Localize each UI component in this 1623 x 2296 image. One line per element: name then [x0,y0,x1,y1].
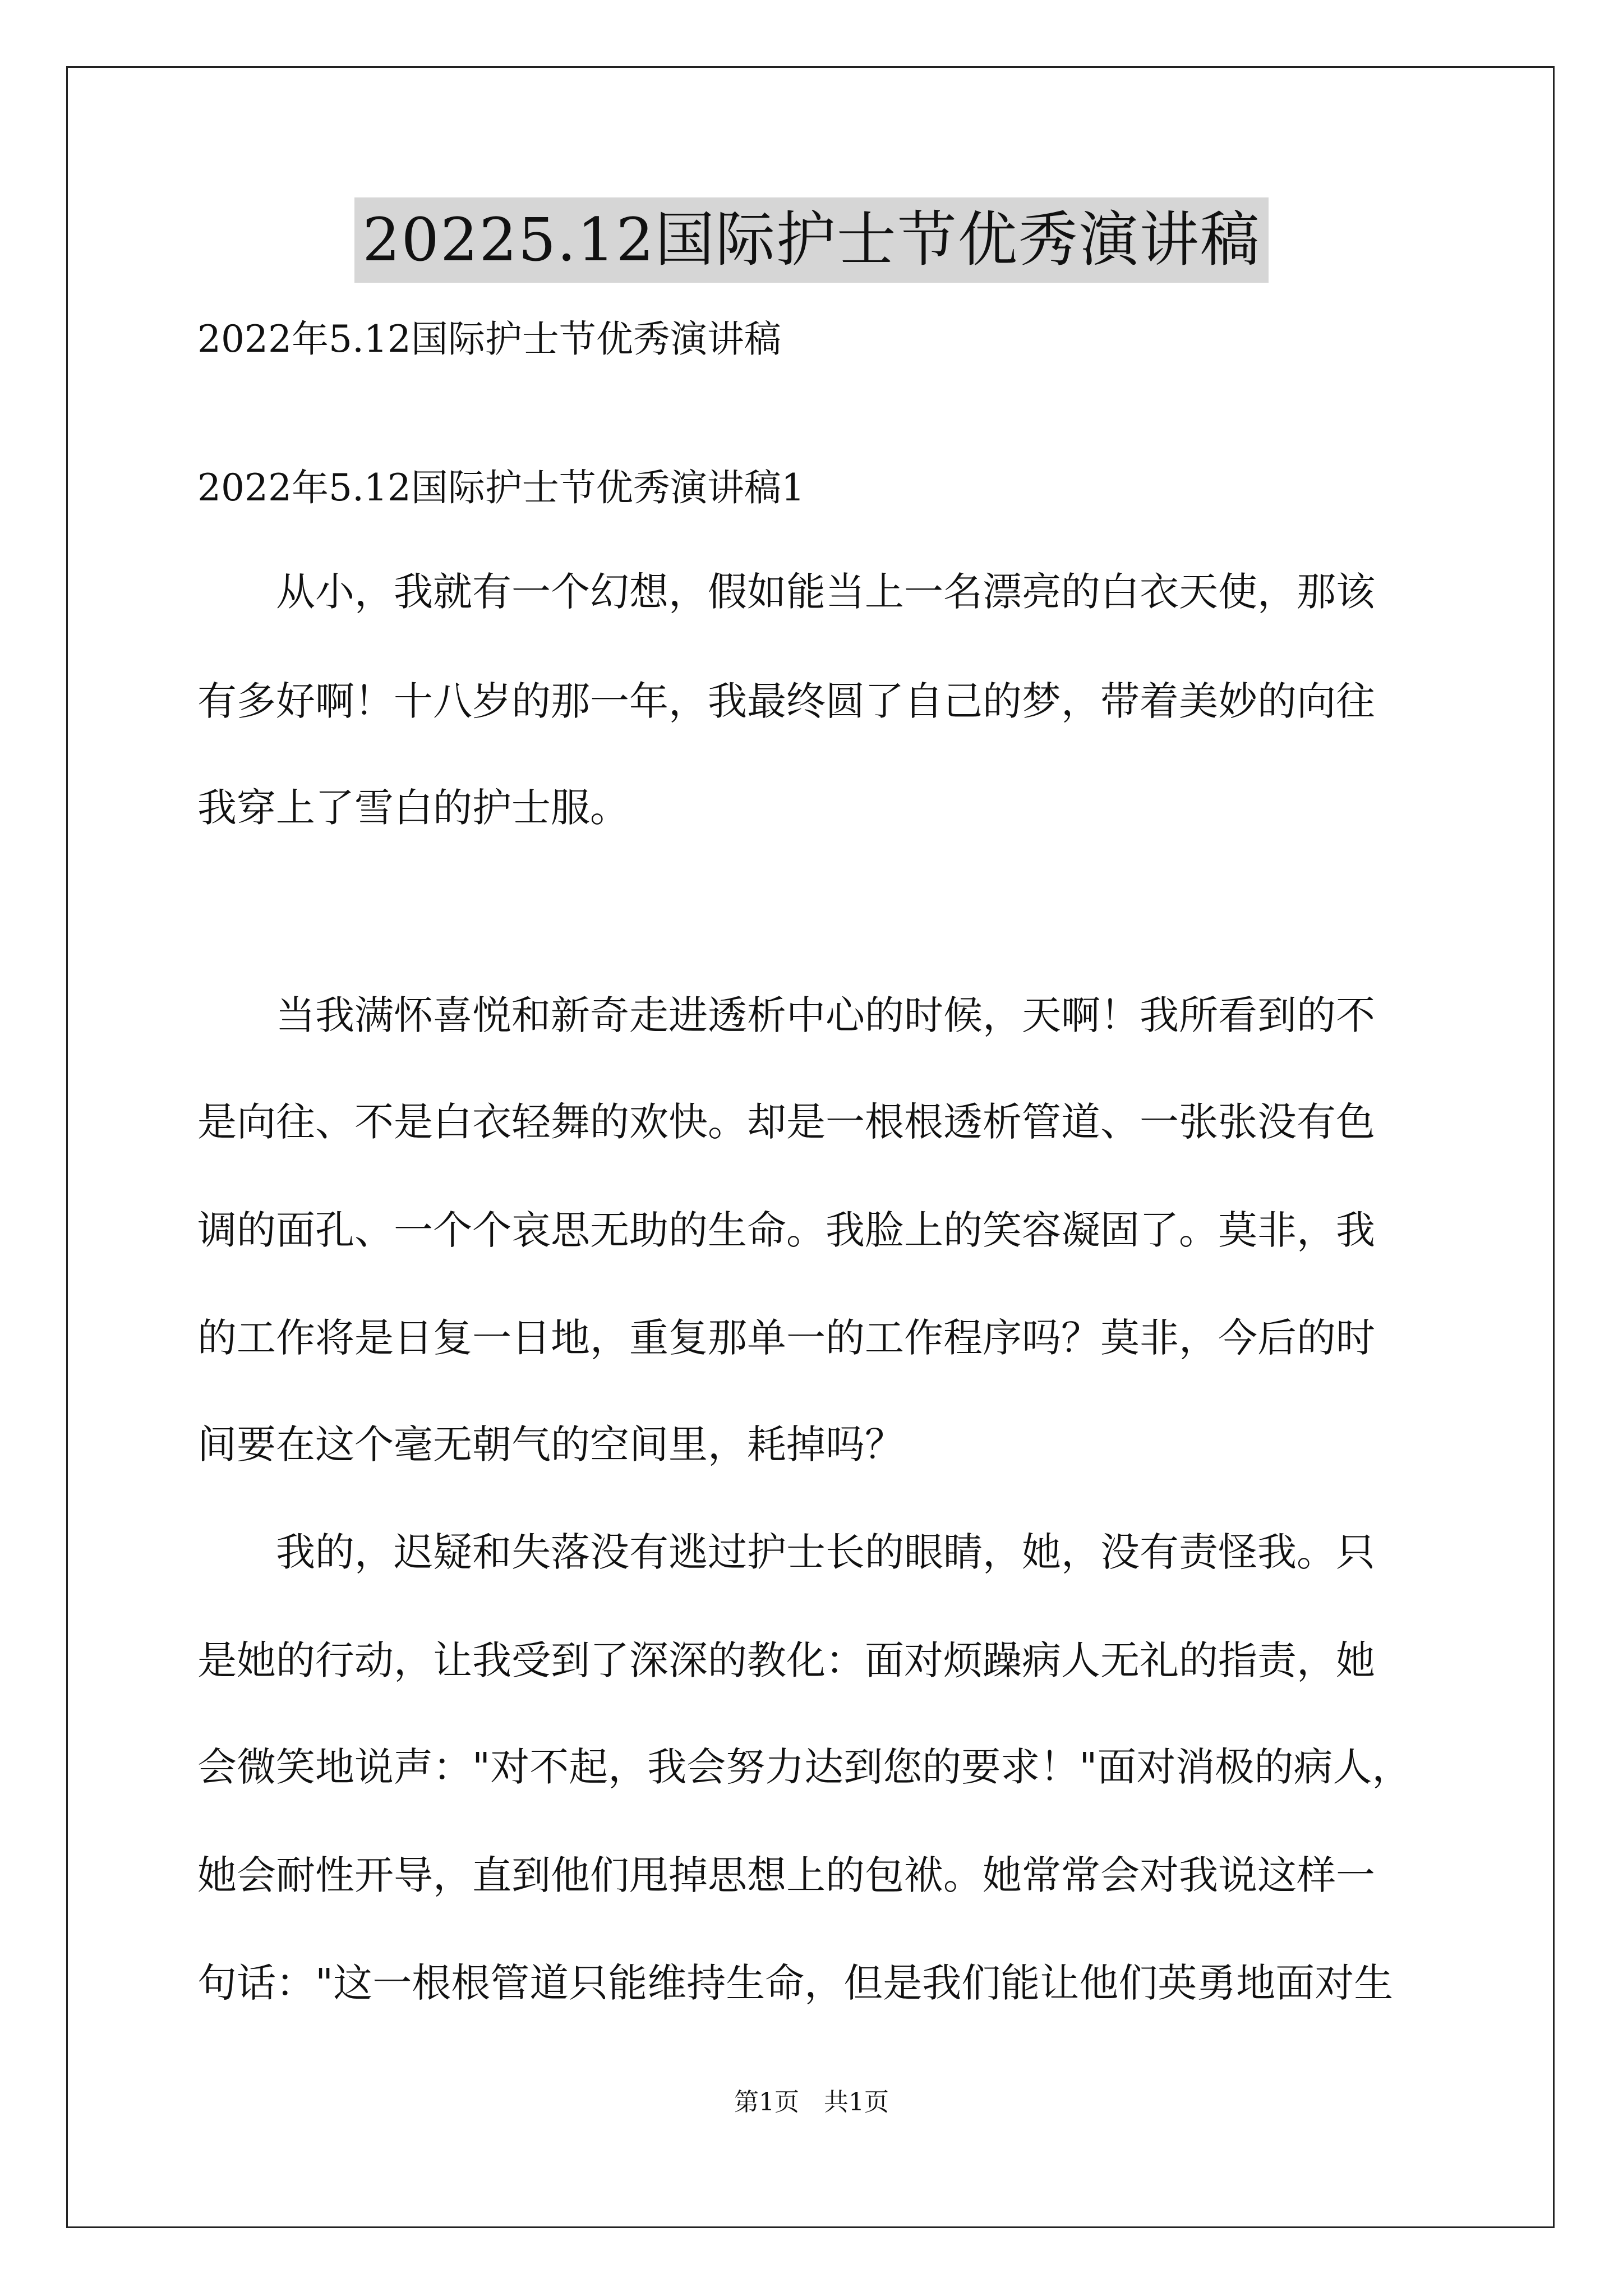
body-line: 当我满怀喜悦和新奇走进透析中心的时候，天啊！我所看到的不 [197,992,1375,1038]
page-border [66,66,1555,2228]
subtitle-line: 2022年5.12国际护士节优秀演讲稿1 [197,466,805,509]
body-line: 我的，迟疑和失落没有逃过护士长的眼睛，她，没有责怪我。只 [197,1529,1375,1575]
page-footer: 第1页 共1页 [734,2088,889,2116]
title-container [0,197,1623,283]
body-line: 会微笑地说声："对不起，我会努力达到您的要求！"面对消极的病人， [197,1744,1412,1790]
body-line: 调的面孔、一个个哀思无助的生命。我脸上的笑容凝固了。莫非，我 [197,1207,1375,1253]
body-line: 有多好啊！十八岁的那一年，我最终圆了自己的梦，带着美妙的向往 [197,678,1375,724]
body-line: 她会耐性开导，直到他们甩掉思想上的包袱。她常常会对我说这样一 [197,1852,1375,1898]
body-line: 的工作将是日复一日地，重复那单一的工作程序吗？莫非，今后的时 [197,1315,1375,1361]
body-line: 从小，我就有一个幻想，假如能当上一名漂亮的白衣天使，那该 [197,569,1375,615]
body-line: 句话："这一根根管道只能维持生命，但是我们能让他们英勇地面对生 [197,1960,1394,2006]
body-line: 是她的行动，让我受到了深深的教化：面对烦躁病人无礼的指责，她 [197,1637,1375,1683]
body-line: 间要在这个毫无朝气的空间里，耗掉吗？ [197,1421,904,1467]
body-line: 我穿上了雪白的护士服。 [197,785,629,831]
subtitle-line: 2022年5.12国际护士节优秀演讲稿 [197,318,781,361]
body-line: 是向往、不是白衣轻舞的欢快。却是一根根透析管道、一张张没有色 [197,1099,1375,1145]
document-title: 20225.12国际护士节优秀演讲稿 [354,197,1269,283]
